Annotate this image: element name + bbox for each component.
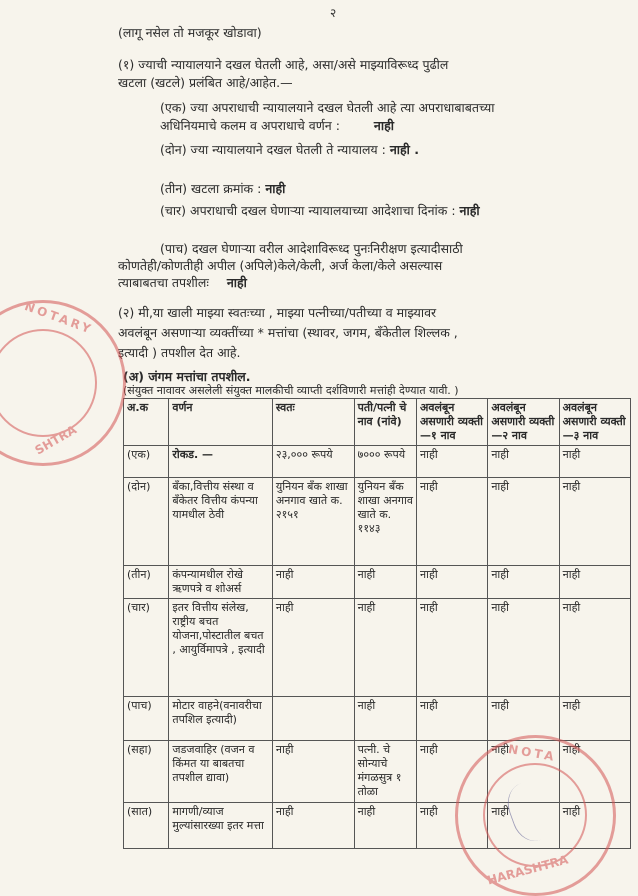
table-row: [124, 446, 631, 478]
cell-sr: (सात): [124, 803, 169, 849]
cell-dependent-3: नाही: [559, 566, 630, 599]
col-header-dependent-3: अवलंबून असणारी व्यक्ती—३ नाव: [559, 399, 630, 446]
col-header-self: स्वतः: [272, 399, 354, 446]
para1-line2: खटला (खटले) प्रलंबित आहे/आहेत.—: [118, 75, 293, 90]
cell-spouse: नाही: [354, 697, 416, 741]
table-row: [124, 599, 631, 697]
item-a-line2: [160, 117, 394, 135]
cell-self: नाही: [272, 566, 354, 599]
notary-stamp-left-text: NOTARY: [22, 299, 96, 337]
cell-dependent-3: नाही: [559, 803, 630, 849]
cell-self: नाही: [272, 599, 354, 697]
notary-stamp-right-bottom: HARASHTRA: [485, 852, 570, 888]
cell-spouse: नाही: [354, 803, 416, 849]
notary-stamp-left-inner-ring: [0, 329, 97, 437]
cell-spouse: पत्नी. चे सोन्याचे मंगळसुत्र १ तोळा: [354, 741, 416, 803]
item-a-answer: नाही: [373, 118, 394, 133]
cell-sr: (सहा): [124, 741, 169, 803]
col-header-dependent-1: अवलंबून असणारी व्यक्ती—१ नाव: [417, 399, 488, 446]
cell-sr: (एक): [124, 446, 169, 478]
page-number: २: [330, 6, 337, 20]
cell-dependent-1: नाही: [417, 478, 488, 566]
cell-description: बँका,वित्तीय संस्था व बँकेतर वित्तीय कंपन्या यामधील ठेवी: [169, 478, 273, 566]
cell-description: जडजवाहिर (वजन व किंमत या बाबतचा तपशील द्यावा): [169, 741, 273, 803]
item-d-answer: नाही: [459, 203, 480, 218]
item-b-label: (दोन) ज्या न्यायालयाने दखल घेतली ते न्यायालय :: [160, 142, 386, 157]
item-c-label: (तीन) खटला क्रमांक :: [160, 181, 262, 196]
cell-dependent-1: नाही: [417, 697, 488, 741]
item-d-label: (चार) अपराधाची दखल घेणाऱ्या न्यायालयाच्या आदेशाचा दिनांक :: [160, 203, 456, 218]
cell-self: नाही: [272, 803, 354, 849]
cell-sr: (दोन): [124, 478, 169, 566]
item-b-answer: नाही .: [389, 142, 420, 157]
cell-self: २३,००० रूपये: [272, 446, 354, 478]
cell-dependent-1: नाही: [417, 446, 488, 478]
cell-dependent-2: नाही: [488, 566, 559, 599]
item-d: [160, 202, 480, 220]
section-a-title: (अ) जंगम मत्तांचा तपशील.: [123, 369, 251, 384]
cell-dependent-2: नाही: [488, 599, 559, 697]
table-row: [124, 566, 631, 599]
table-header-row: [124, 399, 631, 446]
cell-sr: (तीन): [124, 566, 169, 599]
item-b: [160, 141, 419, 159]
cell-dependent-3: नाही: [559, 599, 630, 697]
cell-dependent-2: नाही: [488, 446, 559, 478]
cell-dependent-2: नाही: [488, 803, 559, 849]
item-a-label: अधिनियमाचे कलम व अपराधाचे वर्णन :: [160, 118, 340, 133]
col-header-dependent-2: अवलंबून असणारी व्यक्ती—२ नाव: [488, 399, 559, 446]
para1-line1: (१) ज्याची न्यायालयाने दखल घेतली आहे, असा/असे माझ्याविरूध्द पुढील: [118, 57, 449, 72]
strike-note: (लागू नसेल तो मजकूर खोडावा): [118, 25, 262, 40]
notary-stamp-right-text: NOTA: [507, 741, 558, 765]
table-row: [124, 478, 631, 566]
item-e-line2: कोणतेही/कोणतीही अपील (अपिले)केले/केली, अर्ज केला/केले असल्यास: [118, 258, 443, 273]
col-header-sr: अ.क: [124, 399, 169, 446]
cell-dependent-1: नाही: [417, 741, 488, 803]
item-e-answer: नाही: [226, 275, 247, 290]
cell-description: मोटार वाहने(वनावरीचा तपशिल इत्यादी): [169, 697, 273, 741]
cell-spouse: नाही: [354, 566, 416, 599]
item-c-answer: नाही: [265, 181, 286, 196]
item-c: [160, 180, 285, 198]
item-e-label: त्याबाबतचा तपशीलः: [118, 275, 209, 290]
cell-dependent-3: नाही: [559, 741, 630, 803]
cell-description: रोकड. —: [169, 446, 273, 478]
col-header-description: वर्णन: [169, 399, 273, 446]
section-a-subtitle: (संयुक्त नावावर असलेली संयुक्त मालकीची व्याप्ती दर्शविणारी मत्तांही देण्यात यावी. ): [123, 384, 459, 397]
cell-spouse: ७००० रूपये: [354, 446, 416, 478]
cell-dependent-3: नाही: [559, 697, 630, 741]
cell-sr: (चार): [124, 599, 169, 697]
col-header-spouse: पती/पत्नी चे नाव (नांवे): [354, 399, 416, 446]
cell-dependent-2: नाही: [488, 478, 559, 566]
cell-dependent-1: नाही: [417, 803, 488, 849]
item-e-line1: (पाच) दखल घेणाऱ्या वरील आदेशाविरूध्द पुनःनिरीक्षण इत्यादीसाठी: [160, 241, 463, 256]
item-a-line1: (एक) ज्या अपराधाची न्यायालयाने दखल घेतली आहे त्या अपराधाबाबतच्या: [160, 100, 495, 115]
notary-stamp-left: [0, 300, 126, 466]
cell-dependent-3: नाही: [559, 446, 630, 478]
cell-dependent-2: नाही: [488, 741, 559, 803]
cell-spouse: युनियन बँक शाखा अनगाव खाते क. ११४३: [354, 478, 416, 566]
cell-dependent-1: नाही: [417, 599, 488, 697]
cell-spouse: नाही: [354, 599, 416, 697]
item-e-line3: [118, 274, 247, 292]
cell-sr: (पाच): [124, 697, 169, 741]
cell-self: युनियन बँक शाखा अनगाव खाते क. २१५१: [272, 478, 354, 566]
para2-line2: अवलंबून असणाऱ्या व्यक्तींच्या * मत्तांचा (स्थावर, जगम, बँकेतील शिल्लक ,: [118, 325, 458, 340]
cell-description: कंपन्यामधील रोखे ऋणपत्रे व शोअर्स: [169, 566, 273, 599]
para2-line1: (२) मी,या खाली माझ्या स्वतःच्या , माझ्या पत्नीच्या/पतीच्या व माझ्यावर: [118, 305, 437, 320]
cell-self: नाही: [272, 741, 354, 803]
cell-description: इतर वित्तीय संलेख, राष्ट्रीय बचत योजना,पोस्टातील बचत , आयुर्विमापत्रे , इत्यादी: [169, 599, 273, 697]
cell-dependent-1: नाही: [417, 566, 488, 599]
cell-dependent-3: नाही: [559, 478, 630, 566]
para2-line3: इत्यादी ) तपशील देत आहे.: [118, 345, 241, 360]
cell-description: मागणी/व्याज मुल्यांसारख्या इतर मत्ता: [169, 803, 273, 849]
cell-dependent-2: नाही: [488, 697, 559, 741]
notary-stamp-left-bottom: SHTRA: [32, 422, 79, 458]
table-row: [124, 697, 631, 741]
cell-self: [272, 697, 354, 741]
